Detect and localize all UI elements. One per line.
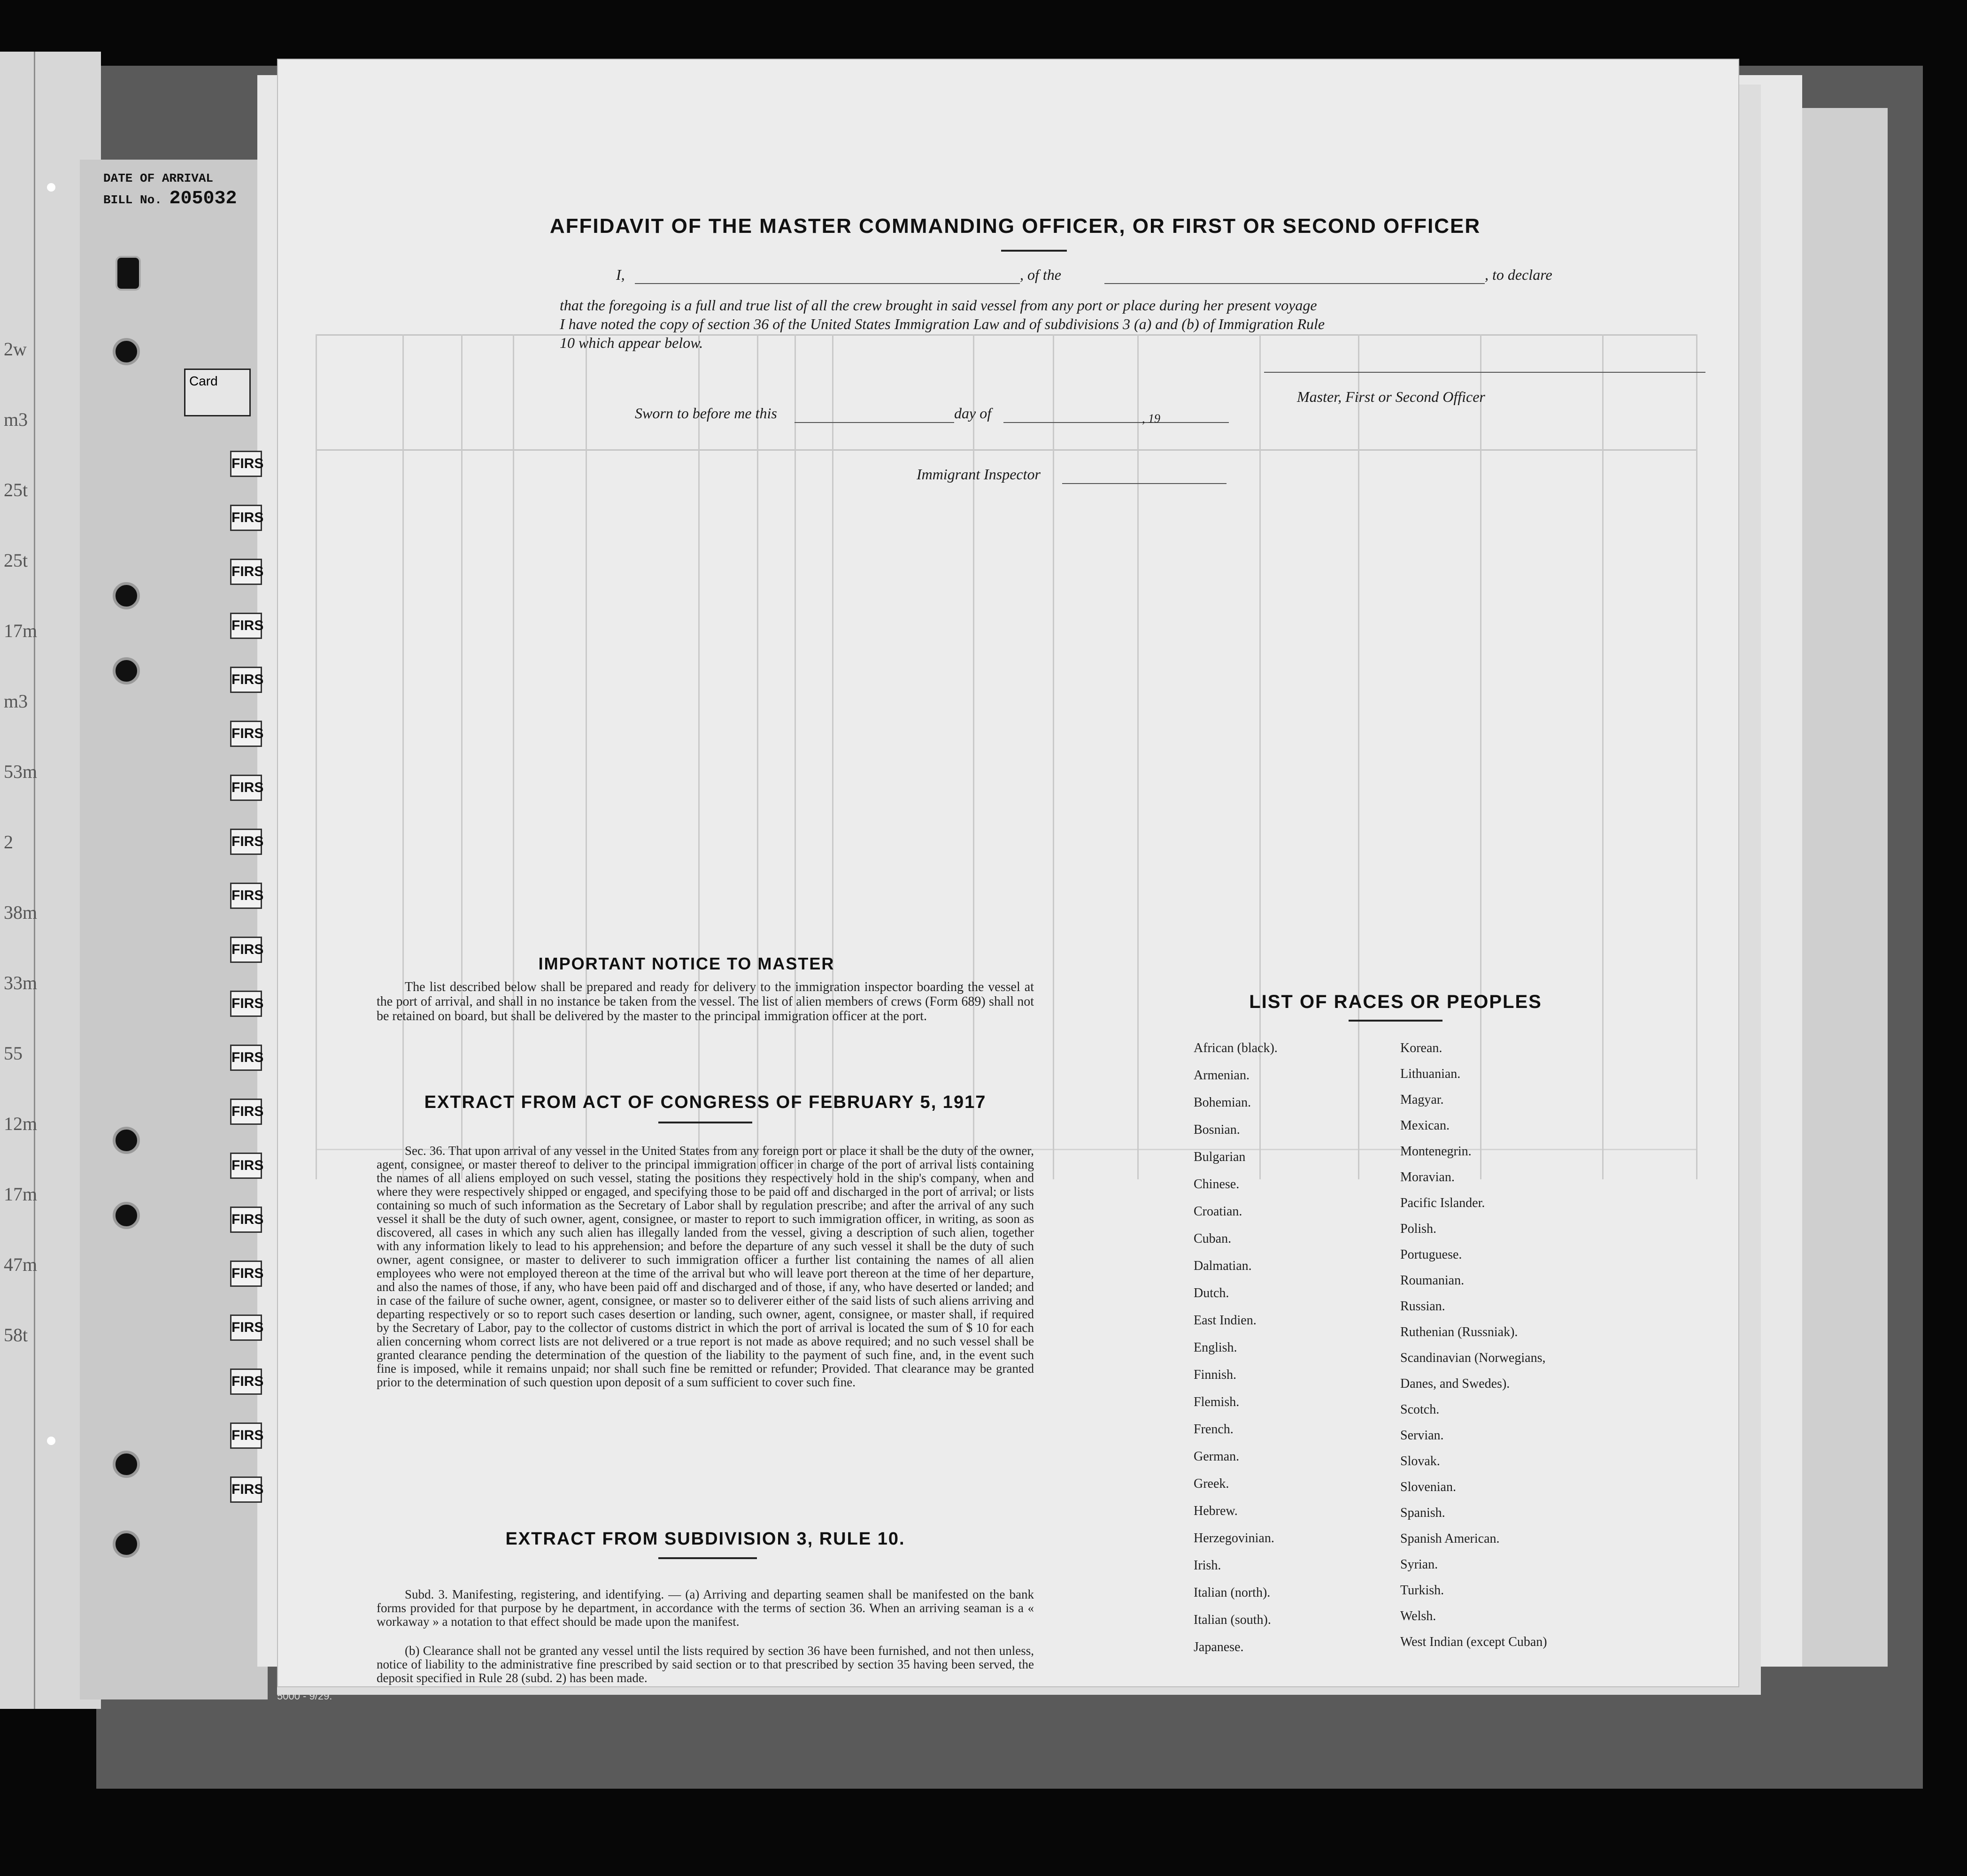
form-code: 5000 - 9/29. — [277, 1690, 332, 1702]
race-item: Magyar. — [1400, 1092, 1444, 1107]
race-item: Welsh. — [1400, 1609, 1436, 1623]
affidavit-page — [277, 59, 1739, 1687]
ledger-entry: 55 — [4, 1043, 23, 1064]
tab-label: FIRS — [230, 1153, 262, 1179]
month-blank — [1003, 422, 1229, 423]
ring-hole-icon — [47, 1437, 55, 1445]
race-item: Scandinavian (Norwegians, — [1400, 1351, 1546, 1365]
tab-label: FIRS — [230, 1476, 262, 1503]
race-item: Russian. — [1400, 1299, 1445, 1314]
race-item: Montenegrin. — [1400, 1144, 1472, 1159]
race-item: Moravian. — [1400, 1170, 1455, 1184]
race-item: Chinese. — [1194, 1177, 1240, 1192]
ghost-column — [586, 334, 587, 1179]
ghost-column — [757, 334, 758, 1179]
tab-label: FIRS — [230, 883, 262, 909]
race-item: Bulgarian — [1194, 1150, 1246, 1164]
ledger-entry: 2 — [4, 831, 13, 853]
punch-hole-icon — [113, 582, 140, 609]
race-item: Pacific Islander. — [1400, 1196, 1485, 1210]
ring-hole-icon — [47, 183, 55, 192]
ghost-column — [1358, 334, 1359, 1179]
ledger-entry: 17m — [4, 1184, 38, 1205]
tab-label: FIRS — [230, 505, 262, 531]
race-item: English. — [1194, 1340, 1237, 1355]
tab-label: FIRS — [230, 1207, 262, 1233]
affidavit-to-declare: , to declare — [1485, 266, 1552, 283]
tab-label: FIRS — [230, 829, 262, 855]
race-item: French. — [1194, 1422, 1234, 1437]
punch-hole-icon — [113, 1451, 140, 1478]
race-item: Bosnian. — [1194, 1123, 1240, 1137]
race-item: Hebrew. — [1194, 1504, 1238, 1518]
ghost-column — [1137, 334, 1139, 1179]
race-item: Danes, and Swedes). — [1400, 1376, 1510, 1391]
race-item: Ruthenian (Russniak). — [1400, 1325, 1518, 1339]
race-item: Lithuanian. — [1400, 1067, 1461, 1081]
race-item: Portuguese. — [1400, 1247, 1462, 1262]
race-item: German. — [1194, 1449, 1240, 1464]
race-item: East Indien. — [1194, 1313, 1257, 1328]
officer-signature-line — [1264, 372, 1705, 373]
name-blank — [635, 283, 1020, 284]
ghost-column — [461, 334, 463, 1179]
race-item: Polish. — [1400, 1222, 1437, 1236]
ledger-entry: 17m — [4, 620, 38, 641]
ghost-column — [1602, 334, 1604, 1179]
race-item: Syrian. — [1400, 1557, 1438, 1572]
ghost-column — [973, 334, 974, 1179]
race-item: Mexican. — [1400, 1118, 1450, 1133]
punch-hole-icon — [113, 657, 140, 684]
rule-rule — [658, 1557, 757, 1559]
race-item: Irish. — [1194, 1558, 1221, 1573]
ledger-entry: 53m — [4, 761, 38, 782]
race-item: Cuban. — [1194, 1231, 1232, 1246]
race-item: Greek. — [1194, 1476, 1229, 1491]
sworn-label: Sworn to before me this — [635, 405, 777, 422]
ghost-rule — [316, 334, 1696, 336]
race-item: West Indian (except Cuban) — [1400, 1635, 1547, 1649]
race-item: Dutch. — [1194, 1286, 1229, 1300]
ghost-column — [1696, 334, 1697, 1179]
race-item: Japanese. — [1194, 1640, 1244, 1654]
ghost-column — [795, 334, 796, 1179]
stamp-bill-label: BILL No. — [103, 193, 162, 207]
race-item: Dalmatian. — [1194, 1259, 1252, 1273]
card-label: Card — [184, 369, 251, 416]
race-item: Herzegovinian. — [1194, 1531, 1274, 1545]
race-item: Italian (north). — [1194, 1585, 1271, 1600]
tab-label: FIRS — [230, 1099, 262, 1125]
act-body: Sec. 36. That upon arrival of any vessel in the United States from any foreign port or place it shall be the duty of the owner, agent, consignee, or master thereof to deliver to the principal immigration officer in charge of the port of arrival lists containing the names of all aliens employed on such vessel, stating the positions they respectively hold in the ship's company, when and where they were respectively shipped or engaged, and specifying those to be paid off and discharged in the port of arrival; or lists containing so much of such information as the Secretary of Labor shall by regulation prescribe; and after the arrival of any such vessel it shall be the duty of such owner, agent, consignee, or master to report to such immigration officer, in writing, as soon as discovered, all cases in which any such alien has illegally landed from the vessel, giving a description of such alien, together with any information likely to lead to his apprehension; and before the departure of any such vessel it shall be the duty of such owner, agent consignee, or master to deliverer to such immigration officer a further list containing the names of all alien employees who were not employed thereon at the time of the arrival but who will leave port thereon at the time of her departure, and also the names of those, if any, who have been paid off and discharged and of those, if any, who have deserted or landed; and in case of the failure of suche owner, agent, consignee, or master so to deliverer either of the said lists of such aliens arriving and departing respectively or so to report such cases desertion or landing, such owner, agent, consignee, or master shall, if required by the Secretary of Labor, pay to the collector of customs district in which the port of arrival is located the sum of $ 10 for each alien concerning whom correct lists are not delivered or a true report is not made as above required; and no such vessel shall be granted clearance pending the determination of the question of the liability to the payment of such fine, and, in the event such fine is imposed, while it remains unpaid; nor shall such fine be remitted or refunder; Provided. That clearance may be granted prior to the determination of such question upon deposit of a sum sufficient to cover such fine. — [377, 1144, 1034, 1389]
ledger-entry: 12m — [4, 1113, 38, 1134]
binder-slot-icon — [116, 256, 141, 291]
stamp-line-2 — [103, 188, 258, 209]
title-rule — [1001, 250, 1067, 252]
race-item: Spanish American. — [1400, 1531, 1500, 1546]
tab-label: FIRS — [230, 775, 262, 801]
races-heading: LIST OF RACES OR PEOPLES — [1249, 992, 1542, 1012]
affidavit-line-1 — [616, 266, 625, 284]
affidavit-of-the: , of the — [1020, 266, 1061, 283]
vessel-blank — [1104, 283, 1485, 284]
year-label: , 19 — [1142, 412, 1160, 425]
affidavit-line-2: that the foregoing is a full and true list of all the crew brought in said vessel from any port or place during her present voyage — [560, 297, 1317, 314]
race-item: Turkish. — [1400, 1583, 1444, 1598]
notice-heading: IMPORTANT NOTICE TO MASTER — [538, 954, 835, 973]
race-item: Servian. — [1400, 1428, 1444, 1443]
sworn-day-blank — [795, 422, 954, 423]
tab-label: FIRS — [230, 1369, 262, 1395]
tab-label: FIRS — [230, 991, 262, 1017]
ghost-column — [1480, 334, 1481, 1179]
race-item: Spanish. — [1400, 1506, 1445, 1520]
notice-body: The list described below shall be prepared and ready for delivery to the immigration inspector boarding the vessel at the port of arrival, and shall in no instance be taken from the vessel. The list of alien members of crews (Form 689) shall not be retained on board, but shall be delivered by the master to the principal immigration officer at the port. — [377, 980, 1034, 1023]
tab-label: FIRS — [230, 559, 262, 585]
tab-label: FIRS — [230, 937, 262, 963]
tab-label: FIRS — [230, 721, 262, 747]
race-item: Flemish. — [1194, 1395, 1240, 1409]
ledger-entry: 2w — [4, 338, 27, 360]
day-of-label: day of — [954, 405, 992, 422]
tab-label: FIRS — [230, 451, 262, 477]
ghost-column — [402, 334, 404, 1179]
rule-heading: EXTRACT FROM SUBDIVISION 3, RULE 10. — [505, 1529, 905, 1549]
ledger-entry: 25t — [4, 479, 28, 500]
ledger-entry: m3 — [4, 409, 28, 430]
ledger-entry: m3 — [4, 691, 28, 712]
tab-label: FIRS — [230, 613, 262, 639]
ledger-margin-line — [34, 52, 35, 1709]
punch-hole-icon — [113, 338, 140, 365]
race-item: Italian (south). — [1194, 1613, 1271, 1627]
race-item: Slovenian. — [1400, 1480, 1456, 1494]
tab-label: FIRS — [230, 1315, 262, 1341]
tab-label: FIRS — [230, 1422, 262, 1449]
race-item: Croatian. — [1194, 1204, 1242, 1219]
arrival-stamp — [103, 171, 258, 218]
ghost-column — [513, 334, 514, 1179]
race-item: African (black). — [1194, 1041, 1278, 1055]
ghost-column — [316, 334, 317, 1179]
race-item: Scotch. — [1400, 1402, 1440, 1417]
stamp-number: 205032 — [169, 188, 237, 209]
tab-label: FIRS — [230, 1261, 262, 1287]
ghost-column — [832, 334, 833, 1179]
ledger-entry: 58t — [4, 1324, 28, 1345]
ghost-rule — [316, 449, 1696, 451]
ledger-entry: 38m — [4, 902, 38, 923]
race-item: Bohemian. — [1194, 1095, 1251, 1110]
ledger-entry: 25t — [4, 550, 28, 571]
affidavit-line-3: I have noted the copy of section 36 of the United States Immigration Law and of subdivisions 3 (a) and (b) of Immigration Rule — [560, 315, 1325, 332]
race-item: Slovak. — [1400, 1454, 1440, 1469]
race-item: Korean. — [1400, 1041, 1442, 1055]
punch-hole-icon — [113, 1202, 140, 1229]
officer-signature-label: Master, First or Second Officer — [1297, 388, 1485, 405]
affidavit-i: I, — [616, 266, 625, 283]
ledger-entry: 33m — [4, 972, 38, 993]
races-rule — [1349, 1020, 1442, 1022]
stamp-line-1: DATE OF ARRIVAL — [103, 171, 214, 185]
affidavit-title: AFFIDAVIT OF THE MASTER COMMANDING OFFICER, OR FIRST OR SECOND OFFICER — [549, 215, 1481, 238]
tab-label: FIRS — [230, 1045, 262, 1071]
act-heading: EXTRACT FROM ACT OF CONGRESS OF FEBRUARY 5, 1917 — [424, 1092, 987, 1112]
punch-hole-icon — [113, 1127, 140, 1154]
race-item: Roumanian. — [1400, 1273, 1465, 1288]
tab-label: FIRS — [230, 667, 262, 693]
act-rule — [658, 1122, 752, 1123]
affidavit-line-4: 10 which appear below. — [560, 334, 703, 351]
rule-para-b: (b) Clearance shall not be granted any vessel until the lists required by section 36 have been furnished, and not then unless, notice of liability to the administrative fine prescribed by said section or to that prescribed by section 35 having been served, the deposit specified in Rule 28 (subd. 2) has been made. — [377, 1644, 1034, 1685]
race-item: Armenian. — [1194, 1068, 1250, 1083]
race-item: Finnish. — [1194, 1368, 1237, 1382]
inspector-signature-line — [1062, 483, 1226, 484]
ledger-entry: 47m — [4, 1254, 38, 1275]
ghost-column — [698, 334, 700, 1179]
punch-hole-icon — [113, 1530, 140, 1558]
inspector-label: Immigrant Inspector — [917, 466, 1041, 483]
rule-para-a: Subd. 3. Manifesting, registering, and identifying. — (a) Arriving and departing seamen shall be manifested on the bank forms provided for that purpose by he department, in accordance with the terms of section 36. When an arriving seaman is a « workaway » a notation to that effect should be made upon the manifest. — [377, 1587, 1034, 1629]
ghost-column — [1053, 334, 1054, 1179]
